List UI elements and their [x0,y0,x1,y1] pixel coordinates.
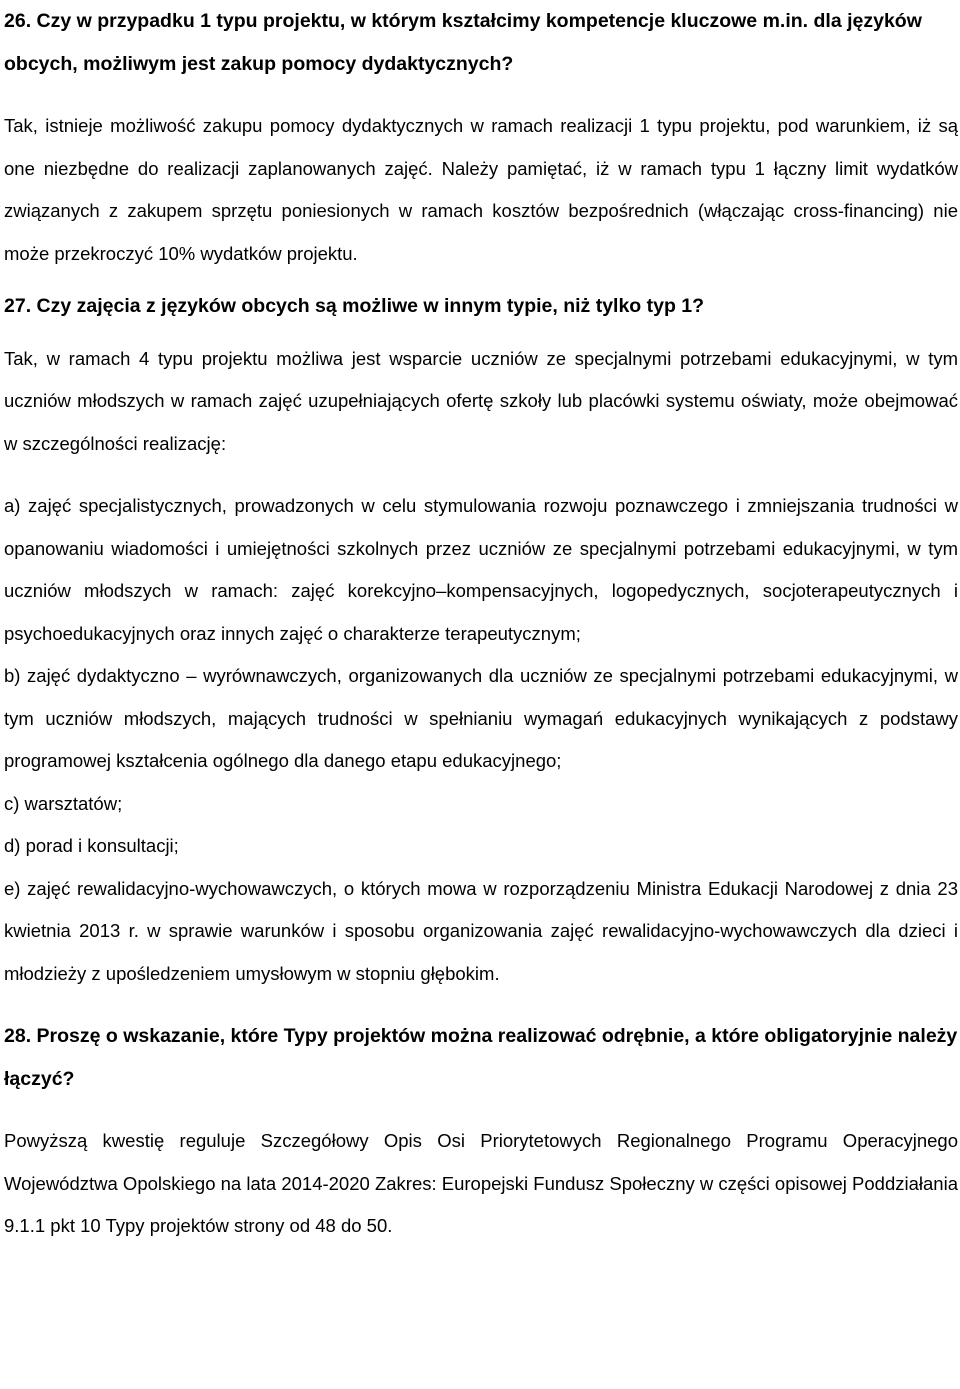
question-27: 27. Czy zajęcia z języków obcych są możliwe w innym typie, niż tylko typ 1? [4,295,705,317]
list-item-e: e) zajęć rewalidacyjno-wychowawczych, o których mowa w rozporządzeniu Ministra Edukacji Narodowej z dnia 23 kwietnia 2013 r. w sprawie warunków i sposobu organizowania zajęć rewalidacyjno-wychowawczych dla dzieci i młodzieży z upośledzeniem umysłowym w stopniu głębokim. [4,877,958,984]
list-item-a: a) zajęć specjalistycznych, prowadzonych w celu stymulowania rozwoju poznawczego i zmniejszania trudności w opanowaniu wiadomości i umiejętności szkolnych przez uczniów ze specjalnymi potrzebami edukacyjnymi, w tym uczniów młodszych w ramach: zajęć korekcyjno–kompensacyjnych, logopedycznych, socjoterapeutycznych i psychoedukacyjnych oraz innych zajęć o charakterze terapeutycznym; [4,495,958,644]
answer-27-intro: Tak, w ramach 4 typu projektu możliwa jest wsparcie uczniów ze specjalnymi potrzebami edukacyjnymi, w tym uczniów młodszych w ramach zajęć uzupełniających ofertę szkoły lub placówki systemu oświaty, może obejmować w szczególności realizację: [4,347,958,454]
question-28: 28. Proszę o wskazanie, które Typy projektów można realizować odrębnie, a które obligatoryjnie należy łączyć? [4,1025,958,1090]
list-item-d: d) porad i konsultacji; [4,835,179,856]
answer-28: Powyższą kwestię reguluje Szczegółowy Opis Osi Priorytetowych Regionalnego Programu Operacyjnego Województwa Opolskiego na lata 2014-2020 Zakres: Europejski Fundusz Społeczny w części opisowej Poddziałania 9.1.1 pkt 10 Typy projektów strony od 48 do 50. [4,1130,958,1236]
document-page [4,0,958,1248]
list-item-c: c) warsztatów; [4,792,123,814]
question-26: 26. Czy w przypadku 1 typu projektu, w którym kształcimy kompetencje kluczowe m.in. dla języków obcych, możliwym jest zakup pomocy dydaktycznych? [4,10,922,75]
list-item-b: b) zajęć dydaktyczno – wyrównawczych, organizowanych dla uczniów ze specjalnymi potrzebami edukacyjnymi, w tym uczniów młodszych, mających trudności w spełnianiu wymagań edukacyjnych wynikających z podstawy programowej kształcenia ogólnego dla danego etapu edukacyjnego; [4,665,958,771]
answer-26: Tak, istnieje możliwość zakupu pomocy dydaktycznych w ramach realizacji 1 typu projektu, pod warunkiem, iż są one niezbędne do realizacji zaplanowanych zajęć. Należy pamiętać, iż w ramach typu 1 łączny limit wydatków związanych z zakupem sprzętu poniesionych w ramach kosztów bezpośrednich (włączając cross-financing) nie może przekroczyć 10% wydatków projektu. [4,115,958,264]
